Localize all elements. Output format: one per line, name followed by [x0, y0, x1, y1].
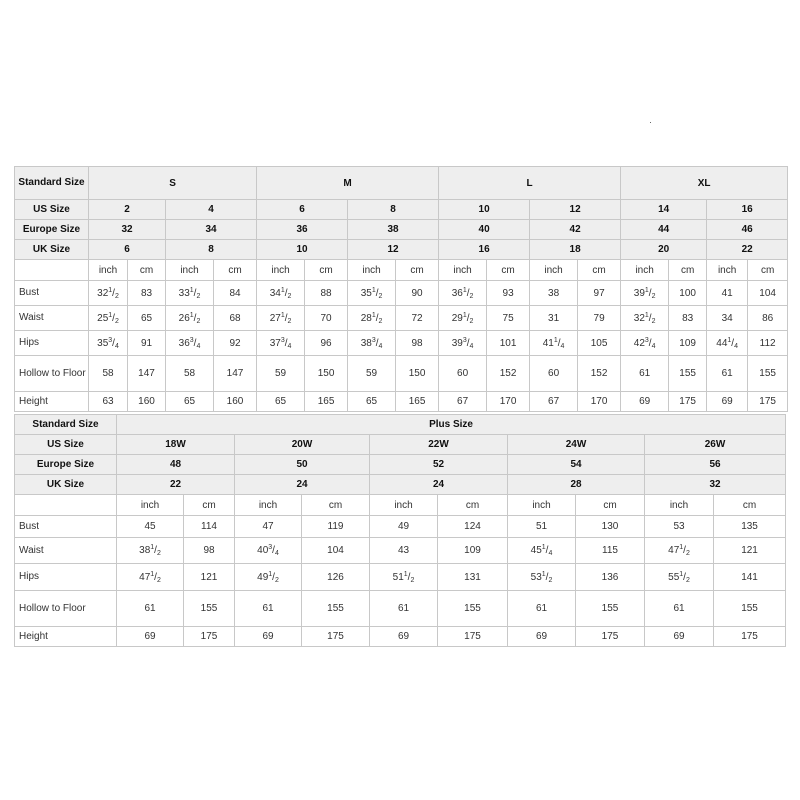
unit-cm: cm [669, 260, 707, 281]
waist-cm-value: 79 [578, 306, 621, 331]
hips-inch-value: $38^3/_4$ [348, 331, 396, 356]
hips-cm-value: 101 [487, 331, 530, 356]
uk-size-cell: 24 [370, 475, 508, 495]
uk-size-cell: 16 [439, 240, 530, 260]
us-size-cell: 16 [707, 200, 788, 220]
waist-inch-value: $28^1/_2$ [348, 306, 396, 331]
bust-cm-value: 100 [669, 281, 707, 306]
unit-cm: cm [305, 260, 348, 281]
bust-inch-value: 38 [530, 281, 578, 306]
plus-size-header: Plus Size [117, 415, 786, 435]
hollow-to-floor-cm-value: 152 [578, 356, 621, 392]
us-size-cell: 2 [89, 200, 166, 220]
us-size-cell: 26W [645, 435, 786, 455]
hips-inch-value: $53^1/_2$ [508, 564, 576, 591]
europe-size-cell: 50 [235, 455, 370, 475]
uk-size-cell: 32 [645, 475, 786, 495]
hollow-to-floor-inch-value: 59 [257, 356, 305, 392]
unit-inch: inch [707, 260, 748, 281]
waist-inch-value: $45^1/_4$ [508, 538, 576, 564]
unit-cm: cm [128, 260, 166, 281]
waist-inch-value: $47^1/_2$ [645, 538, 714, 564]
hollow-to-floor-inch-value: 61 [707, 356, 748, 392]
hips-cm-value: 98 [396, 331, 439, 356]
hollow-to-floor-cm-value: 155 [184, 591, 235, 627]
hips-cm-value: 96 [305, 331, 348, 356]
unit-row [15, 495, 786, 516]
height-inch-value: 67 [530, 392, 578, 412]
waist-cm-value: 68 [214, 306, 257, 331]
us-size-cell: 18W [117, 435, 235, 455]
bust-inch-value: 41 [707, 281, 748, 306]
waist-cm-value: 70 [305, 306, 348, 331]
hips-cm-value: 92 [214, 331, 257, 356]
hollow-to-floor-inch-value: 60 [439, 356, 487, 392]
hollow-to-floor-cm-value: 150 [305, 356, 348, 392]
height-row [15, 392, 788, 412]
hips-row [15, 331, 788, 356]
unit-cm: cm [438, 495, 508, 516]
uk-size-cell: 6 [89, 240, 166, 260]
row-label: UK Size [15, 475, 117, 495]
bust-cm-value: 97 [578, 281, 621, 306]
size-group-m: M [257, 167, 439, 200]
uk-size-cell: 24 [235, 475, 370, 495]
measure-label: Bust [15, 516, 117, 538]
waist-inch-value: $38^1/_2$ [117, 538, 184, 564]
waist-inch-value: $27^1/_2$ [257, 306, 305, 331]
waist-cm-value: 109 [438, 538, 508, 564]
hollow-to-floor-inch-value: 59 [348, 356, 396, 392]
hollow-to-floor-inch-value: 61 [117, 591, 184, 627]
height-cm-value: 165 [396, 392, 439, 412]
us-size-cell: 14 [621, 200, 707, 220]
uk-size-cell: 28 [508, 475, 645, 495]
hollow-to-floor-cm-value: 155 [669, 356, 707, 392]
size-group-l: L [439, 167, 621, 200]
height-cm-value: 175 [576, 627, 645, 647]
bust-cm-value: 93 [487, 281, 530, 306]
us-size-cell: 10 [439, 200, 530, 220]
bust-inch-value: 49 [370, 516, 438, 538]
measure-label: Height [15, 627, 117, 647]
hollow-to-floor-cm-value: 147 [128, 356, 166, 392]
unit-cm: cm [184, 495, 235, 516]
waist-cm-value: 65 [128, 306, 166, 331]
waist-inch-value: $29^1/_2$ [439, 306, 487, 331]
bust-inch-value: $36^1/_2$ [439, 281, 487, 306]
us-size-row [15, 435, 786, 455]
us-size-cell: 24W [508, 435, 645, 455]
unit-inch: inch [166, 260, 214, 281]
europe-size-cell: 32 [89, 220, 166, 240]
row-label: US Size [15, 435, 117, 455]
hollow-to-floor-inch-value: 61 [235, 591, 302, 627]
waist-row [15, 306, 788, 331]
waist-cm-value: 104 [302, 538, 370, 564]
bust-row [15, 516, 786, 538]
unit-inch: inch [89, 260, 128, 281]
waist-cm-value: 75 [487, 306, 530, 331]
europe-size-cell: 36 [257, 220, 348, 240]
hollow-to-floor-inch-value: 60 [530, 356, 578, 392]
bust-inch-value: 53 [645, 516, 714, 538]
measure-label: Waist [15, 538, 117, 564]
hips-cm-value: 131 [438, 564, 508, 591]
unit-cm: cm [748, 260, 788, 281]
unit-inch: inch [235, 495, 302, 516]
standard-size-header: Standard Size [15, 167, 89, 200]
waist-cm-value: 86 [748, 306, 788, 331]
hollow-to-floor-cm-value: 155 [302, 591, 370, 627]
standard-size-header: Standard Size [15, 415, 117, 435]
uk-size-cell: 18 [530, 240, 621, 260]
waist-cm-value: 72 [396, 306, 439, 331]
waist-cm-value: 115 [576, 538, 645, 564]
hips-inch-value: $44^1/_4$ [707, 331, 748, 356]
height-cm-value: 175 [302, 627, 370, 647]
height-cm-value: 165 [305, 392, 348, 412]
bust-cm-value: 88 [305, 281, 348, 306]
us-size-cell: 22W [370, 435, 508, 455]
hollow-to-floor-inch-value: 58 [89, 356, 128, 392]
size-group-s: S [89, 167, 257, 200]
us-size-row [15, 200, 788, 220]
waist-cm-value: 121 [714, 538, 786, 564]
hips-cm-value: 91 [128, 331, 166, 356]
waist-inch-value: $25^1/_2$ [89, 306, 128, 331]
height-cm-value: 175 [714, 627, 786, 647]
unit-cm: cm [578, 260, 621, 281]
bust-cm-value: 114 [184, 516, 235, 538]
measure-label: Bust [15, 281, 89, 306]
bust-cm-value: 124 [438, 516, 508, 538]
height-row [15, 627, 786, 647]
waist-row [15, 538, 786, 564]
europe-size-cell: 44 [621, 220, 707, 240]
height-cm-value: 175 [748, 392, 788, 412]
waist-inch-value: $40^3/_4$ [235, 538, 302, 564]
bust-inch-value: $35^1/_2$ [348, 281, 396, 306]
stray-dot [650, 122, 651, 123]
hollow-to-floor-cm-value: 155 [714, 591, 786, 627]
height-inch-value: 65 [257, 392, 305, 412]
row-label: US Size [15, 200, 89, 220]
height-inch-value: 65 [166, 392, 214, 412]
unit-inch: inch [508, 495, 576, 516]
uk-size-row [15, 240, 788, 260]
europe-size-cell: 38 [348, 220, 439, 240]
height-inch-value: 69 [117, 627, 184, 647]
unit-inch: inch [621, 260, 669, 281]
hollow-to-floor-inch-value: 61 [621, 356, 669, 392]
europe-size-row [15, 220, 788, 240]
standard-size-table [14, 166, 788, 412]
height-inch-value: 67 [439, 392, 487, 412]
bust-inch-value: 45 [117, 516, 184, 538]
europe-size-row [15, 455, 786, 475]
europe-size-cell: 52 [370, 455, 508, 475]
hips-inch-value: $41^1/_4$ [530, 331, 578, 356]
hips-inch-value: $42^3/_4$ [621, 331, 669, 356]
unit-cm: cm [487, 260, 530, 281]
row-label: UK Size [15, 240, 89, 260]
uk-size-cell: 10 [257, 240, 348, 260]
hollow-to-floor-cm-value: 155 [576, 591, 645, 627]
waist-inch-value: $32^1/_2$ [621, 306, 669, 331]
bust-inch-value: 47 [235, 516, 302, 538]
unit-inch: inch [370, 495, 438, 516]
hips-inch-value: $37^3/_4$ [257, 331, 305, 356]
measure-label: Hips [15, 564, 117, 591]
height-cm-value: 175 [669, 392, 707, 412]
hips-inch-value: $47^1/_2$ [117, 564, 184, 591]
waist-inch-value: 31 [530, 306, 578, 331]
unit-cm: cm [396, 260, 439, 281]
unit-cm: cm [214, 260, 257, 281]
height-cm-value: 170 [578, 392, 621, 412]
hips-inch-value: $35^3/_4$ [89, 331, 128, 356]
height-cm-value: 160 [214, 392, 257, 412]
bust-inch-value: 51 [508, 516, 576, 538]
uk-size-cell: 12 [348, 240, 439, 260]
uk-size-cell: 22 [117, 475, 235, 495]
unit-inch: inch [645, 495, 714, 516]
plus-size-table [14, 414, 786, 647]
hollow-to-floor-inch-value: 61 [370, 591, 438, 627]
europe-size-cell: 42 [530, 220, 621, 240]
unit-cm: cm [714, 495, 786, 516]
us-size-cell: 8 [348, 200, 439, 220]
waist-cm-value: 83 [669, 306, 707, 331]
us-size-cell: 4 [166, 200, 257, 220]
hollow-to-floor-row [15, 591, 786, 627]
unit-inch: inch [439, 260, 487, 281]
hips-cm-value: 109 [669, 331, 707, 356]
hips-inch-value: $39^3/_4$ [439, 331, 487, 356]
size-group-xl: XL [621, 167, 788, 200]
bust-cm-value: 84 [214, 281, 257, 306]
bust-cm-value: 130 [576, 516, 645, 538]
waist-inch-value: $26^1/_2$ [166, 306, 214, 331]
bust-cm-value: 104 [748, 281, 788, 306]
europe-size-cell: 48 [117, 455, 235, 475]
height-cm-value: 175 [184, 627, 235, 647]
hips-cm-value: 112 [748, 331, 788, 356]
europe-size-cell: 46 [707, 220, 788, 240]
height-inch-value: 69 [645, 627, 714, 647]
height-inch-value: 65 [348, 392, 396, 412]
waist-inch-value: 34 [707, 306, 748, 331]
bust-cm-value: 90 [396, 281, 439, 306]
measure-label: Height [15, 392, 89, 412]
us-size-cell: 6 [257, 200, 348, 220]
bust-inch-value: $32^1/_2$ [89, 281, 128, 306]
height-inch-value: 69 [707, 392, 748, 412]
europe-size-cell: 54 [508, 455, 645, 475]
height-cm-value: 175 [438, 627, 508, 647]
blank-cell [15, 260, 89, 281]
bust-cm-value: 135 [714, 516, 786, 538]
hips-inch-value: $36^3/_4$ [166, 331, 214, 356]
row-label: Europe Size [15, 220, 89, 240]
hips-cm-value: 141 [714, 564, 786, 591]
europe-size-cell: 56 [645, 455, 786, 475]
height-inch-value: 69 [508, 627, 576, 647]
height-cm-value: 170 [487, 392, 530, 412]
bust-cm-value: 83 [128, 281, 166, 306]
hollow-to-floor-row [15, 356, 788, 392]
hips-cm-value: 121 [184, 564, 235, 591]
hollow-to-floor-cm-value: 155 [748, 356, 788, 392]
europe-size-cell: 34 [166, 220, 257, 240]
hollow-to-floor-cm-value: 147 [214, 356, 257, 392]
hollow-to-floor-inch-value: 61 [645, 591, 714, 627]
blank-cell [15, 495, 117, 516]
unit-inch: inch [530, 260, 578, 281]
height-cm-value: 160 [128, 392, 166, 412]
measure-label: Waist [15, 306, 89, 331]
height-inch-value: 69 [370, 627, 438, 647]
height-inch-value: 69 [621, 392, 669, 412]
waist-inch-value: 43 [370, 538, 438, 564]
bust-row [15, 281, 788, 306]
us-size-cell: 20W [235, 435, 370, 455]
waist-cm-value: 98 [184, 538, 235, 564]
hips-inch-value: $51^1/_2$ [370, 564, 438, 591]
hollow-to-floor-inch-value: 58 [166, 356, 214, 392]
bust-inch-value: $34^1/_2$ [257, 281, 305, 306]
uk-size-cell: 8 [166, 240, 257, 260]
hollow-to-floor-cm-value: 150 [396, 356, 439, 392]
hollow-to-floor-cm-value: 152 [487, 356, 530, 392]
bust-cm-value: 119 [302, 516, 370, 538]
hips-inch-value: $49^1/_2$ [235, 564, 302, 591]
europe-size-cell: 40 [439, 220, 530, 240]
unit-inch: inch [257, 260, 305, 281]
hips-cm-value: 126 [302, 564, 370, 591]
unit-cm: cm [576, 495, 645, 516]
hips-cm-value: 136 [576, 564, 645, 591]
hips-inch-value: $55^1/_2$ [645, 564, 714, 591]
us-size-cell: 12 [530, 200, 621, 220]
unit-inch: inch [348, 260, 396, 281]
uk-size-cell: 20 [621, 240, 707, 260]
uk-size-row [15, 475, 786, 495]
unit-inch: inch [117, 495, 184, 516]
measure-label: Hollow to Floor [15, 591, 117, 627]
bust-inch-value: $39^1/_2$ [621, 281, 669, 306]
unit-row [15, 260, 788, 281]
hollow-to-floor-inch-value: 61 [508, 591, 576, 627]
unit-cm: cm [302, 495, 370, 516]
height-inch-value: 69 [235, 627, 302, 647]
hollow-to-floor-cm-value: 155 [438, 591, 508, 627]
bust-inch-value: $33^1/_2$ [166, 281, 214, 306]
uk-size-cell: 22 [707, 240, 788, 260]
measure-label: Hollow to Floor [15, 356, 89, 392]
height-inch-value: 63 [89, 392, 128, 412]
row-label: Europe Size [15, 455, 117, 475]
hips-cm-value: 105 [578, 331, 621, 356]
hips-row [15, 564, 786, 591]
measure-label: Hips [15, 331, 89, 356]
